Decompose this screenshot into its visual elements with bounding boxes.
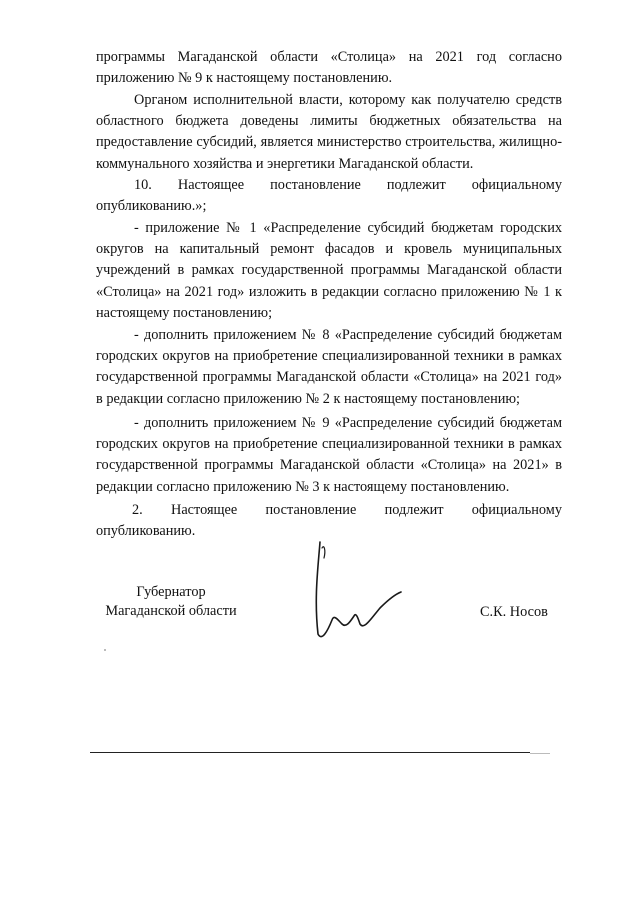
signatory-title-line2: Магаданской области [105,603,237,619]
footer-rule-extension [530,753,550,754]
paragraph-appendix-9: - дополнить приложением № 9 «Распределение субсидий бюджетам городских округов на приобретение специализированной техники в рамках государственной программы Магаданской области «Столица» на 2021» в редакции согласно приложению № 3 к настоящему постановлению. [96,415,562,495]
paragraph-appendix-8: - дополнить приложением № 8 «Распределение субсидий бюджетам городских округов на приобретение специализированной техники в рамках государственной программы Магаданской области «Столица» на 2021 год» в редакции согласно приложению № 2 к настоящему постановлению; [96,327,562,407]
paragraph-item-10: 10. Настоящее постановление подлежит официальному опубликованию.»; [96,177,562,215]
scan-speck [104,649,106,651]
paragraph-appendix-1: - приложение № 1 «Распределение субсидий бюджетам городских округов на капитальный ремонт фасадов и кровель муниципальных учреждений в рамках государственной программы Магаданской области «Столица» на 2021 год» изложить в редакции согласно приложению № 1 к настоящему постановлению; [96,220,562,321]
signatory-name: С.К. Носов [480,604,548,620]
signatory-title-line1: Губернатор [136,584,206,600]
paragraph-executive-body: Органом исполнительной власти, которому как получателю средств областного бюджета доведены лимиты бюджетных обязательства на предоставление субсидий, является министерство строительства, жилищно-коммунального хозяйства и энергетики Магаданской области. [96,92,562,172]
paragraph-continuation: программы Магаданской области «Столица» на 2021 год согласно приложению № 9 к настоящему постановлению. [96,49,562,87]
paragraph-item-2: 2. Настоящее постановление подлежит официальному опубликованию. [96,502,562,540]
footer-rule [90,752,530,753]
handwritten-signature [308,538,408,648]
signatory-title [100,583,242,621]
